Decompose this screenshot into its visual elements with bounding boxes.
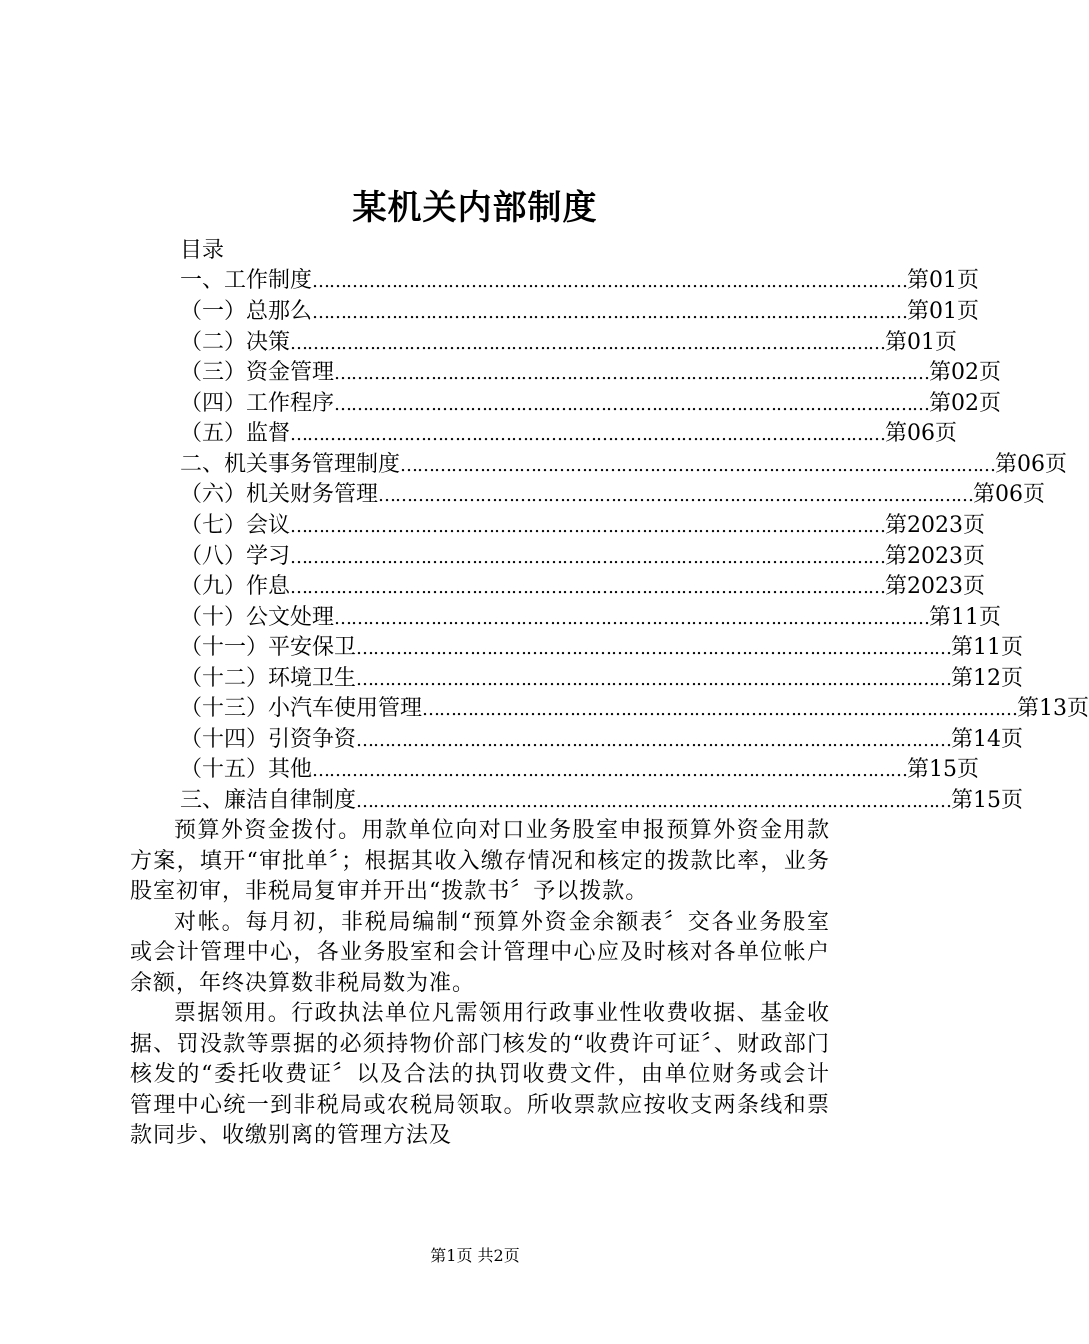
toc-leader: ……………………………………………………………………………………………: [378, 485, 974, 506]
toc-entry-page: 第02页: [929, 360, 1002, 385]
paragraph: 票据领用。行政执法单位凡需领用行政事业性收费收据、基金收据、罚没款等票据的必须持物价部门核发的“收费许可证〞、财政部门核发的“委托收费证〞以及合法的执罚收费文件，由单位财务或会计管理中心统一到非税局或农税局领取。所收票款应按收支两条线和票款同步、收缴别离的管理方法及: [130, 1001, 830, 1148]
toc-leader: ……………………………………………………………………………………………: [356, 730, 952, 751]
toc-leader: ……………………………………………………………………………………………: [356, 791, 952, 812]
toc-entry: [180, 511, 986, 541]
toc-leader: ……………………………………………………………………………………………: [334, 608, 930, 629]
toc-entry-page: 第12页: [951, 666, 1024, 691]
toc-leader: ……………………………………………………………………………………………: [334, 394, 930, 415]
toc-entry-page: 第2023页: [885, 544, 986, 569]
toc-entry-page: 第06页: [973, 482, 1046, 507]
toc-heading: 目录: [180, 238, 225, 263]
toc-entry: [180, 419, 958, 449]
toc-entry: [180, 694, 1089, 724]
toc-entry: [180, 328, 958, 358]
toc-entry-label: 一、工作制度: [180, 268, 313, 293]
body-text: [130, 816, 830, 1152]
toc-entry: [180, 755, 980, 785]
toc-entry: [180, 725, 1024, 755]
toc-entry-label: （十二）环境卫生: [180, 666, 357, 691]
toc-leader: ……………………………………………………………………………………………: [334, 363, 930, 384]
toc-entry-label: （十四）引资争资: [180, 727, 357, 752]
toc-entry-page: 第2023页: [885, 513, 986, 538]
toc-entry: [180, 786, 1024, 816]
toc-entry-label: （五）监督: [180, 421, 291, 446]
toc-entry-page: 第13页: [1017, 696, 1089, 721]
toc-entry-label: （九）作息: [180, 574, 291, 599]
toc-entry: [180, 480, 1046, 510]
toc-entry-page: 第06页: [885, 421, 958, 446]
toc-entry: [180, 297, 980, 327]
toc-entry: [180, 266, 980, 296]
toc-entry-page: 第01页: [885, 330, 958, 355]
toc-entry-label: （六）机关财务管理: [180, 482, 379, 507]
toc-leader: ……………………………………………………………………………………………: [356, 638, 952, 659]
toc-entry: [180, 664, 1024, 694]
paragraph: 对帐。每月初，非税局编制“预算外资金余额表〞交各业务股室或会计管理中心，各业务股室和会计管理中心应及时核对各单位帐户余额，年终决算数非税局数为准。: [130, 909, 830, 996]
toc-leader: ……………………………………………………………………………………………: [312, 302, 908, 323]
toc-entry: [180, 603, 1002, 633]
toc-entry-label: （四）工作程序: [180, 391, 335, 416]
toc-entry-page: 第01页: [907, 268, 980, 293]
toc-leader: ……………………………………………………………………………………………: [290, 547, 886, 568]
toc-entry-label: （一）总那么: [180, 299, 313, 324]
toc-leader: ……………………………………………………………………………………………: [290, 333, 886, 354]
toc-entry: [180, 542, 986, 572]
toc-entry: [180, 572, 986, 602]
toc-leader: ……………………………………………………………………………………………: [290, 424, 886, 445]
toc-entry-label: （十一）平安保卫: [180, 635, 357, 660]
toc-entry-page: 第15页: [907, 757, 980, 782]
toc-entry-label: 三、廉洁自律制度: [180, 788, 357, 813]
toc-entry-page: 第02页: [929, 391, 1002, 416]
toc-leader: ……………………………………………………………………………………………: [290, 516, 886, 537]
toc-entry: [180, 358, 1002, 388]
toc-entry: [180, 633, 1024, 663]
toc-leader: ……………………………………………………………………………………………: [400, 455, 996, 476]
toc-entry: [180, 450, 1068, 480]
toc-entry-label: （十三）小汽车使用管理: [180, 696, 423, 721]
toc-entry-label: （八）学习: [180, 544, 291, 569]
page-title: 某机关内部制度: [352, 188, 598, 228]
toc-entry-page: 第15页: [951, 788, 1024, 813]
toc-leader: ……………………………………………………………………………………………: [312, 760, 908, 781]
toc-entry: [180, 389, 1002, 419]
paragraph: 预算外资金拨付。用款单位向对口业务股室申报预算外资金用款方案，填开“审批单〞；根据其收入缴存情况和核定的拨款比率，业务股室初审，非税局复审并开出“拨款书〞予以拨款。: [130, 818, 830, 904]
toc-entry-page: 第11页: [929, 605, 1002, 630]
page-footer: 第1页 共2页: [430, 1246, 520, 1265]
toc-entry-page: 第11页: [951, 635, 1024, 660]
toc-leader: ……………………………………………………………………………………………: [312, 271, 908, 292]
toc-entry-label: （二）决策: [180, 330, 291, 355]
toc-entry-label: （七）会议: [180, 513, 291, 538]
toc-entry-page: 第2023页: [885, 574, 986, 599]
toc-entry-label: 二、机关事务管理制度: [180, 452, 401, 477]
toc-entry-label: （三）资金管理: [180, 360, 335, 385]
toc-leader: ……………………………………………………………………………………………: [290, 577, 886, 598]
toc-leader: ……………………………………………………………………………………………: [422, 699, 1018, 720]
toc-entry-page: 第14页: [951, 727, 1024, 752]
toc-entry-page: 第01页: [907, 299, 980, 324]
toc-leader: ……………………………………………………………………………………………: [356, 669, 952, 690]
toc-entry-label: （十五）其他: [180, 757, 313, 782]
toc-entry-page: 第06页: [995, 452, 1068, 477]
toc-entry-label: （十）公文处理: [180, 605, 335, 630]
